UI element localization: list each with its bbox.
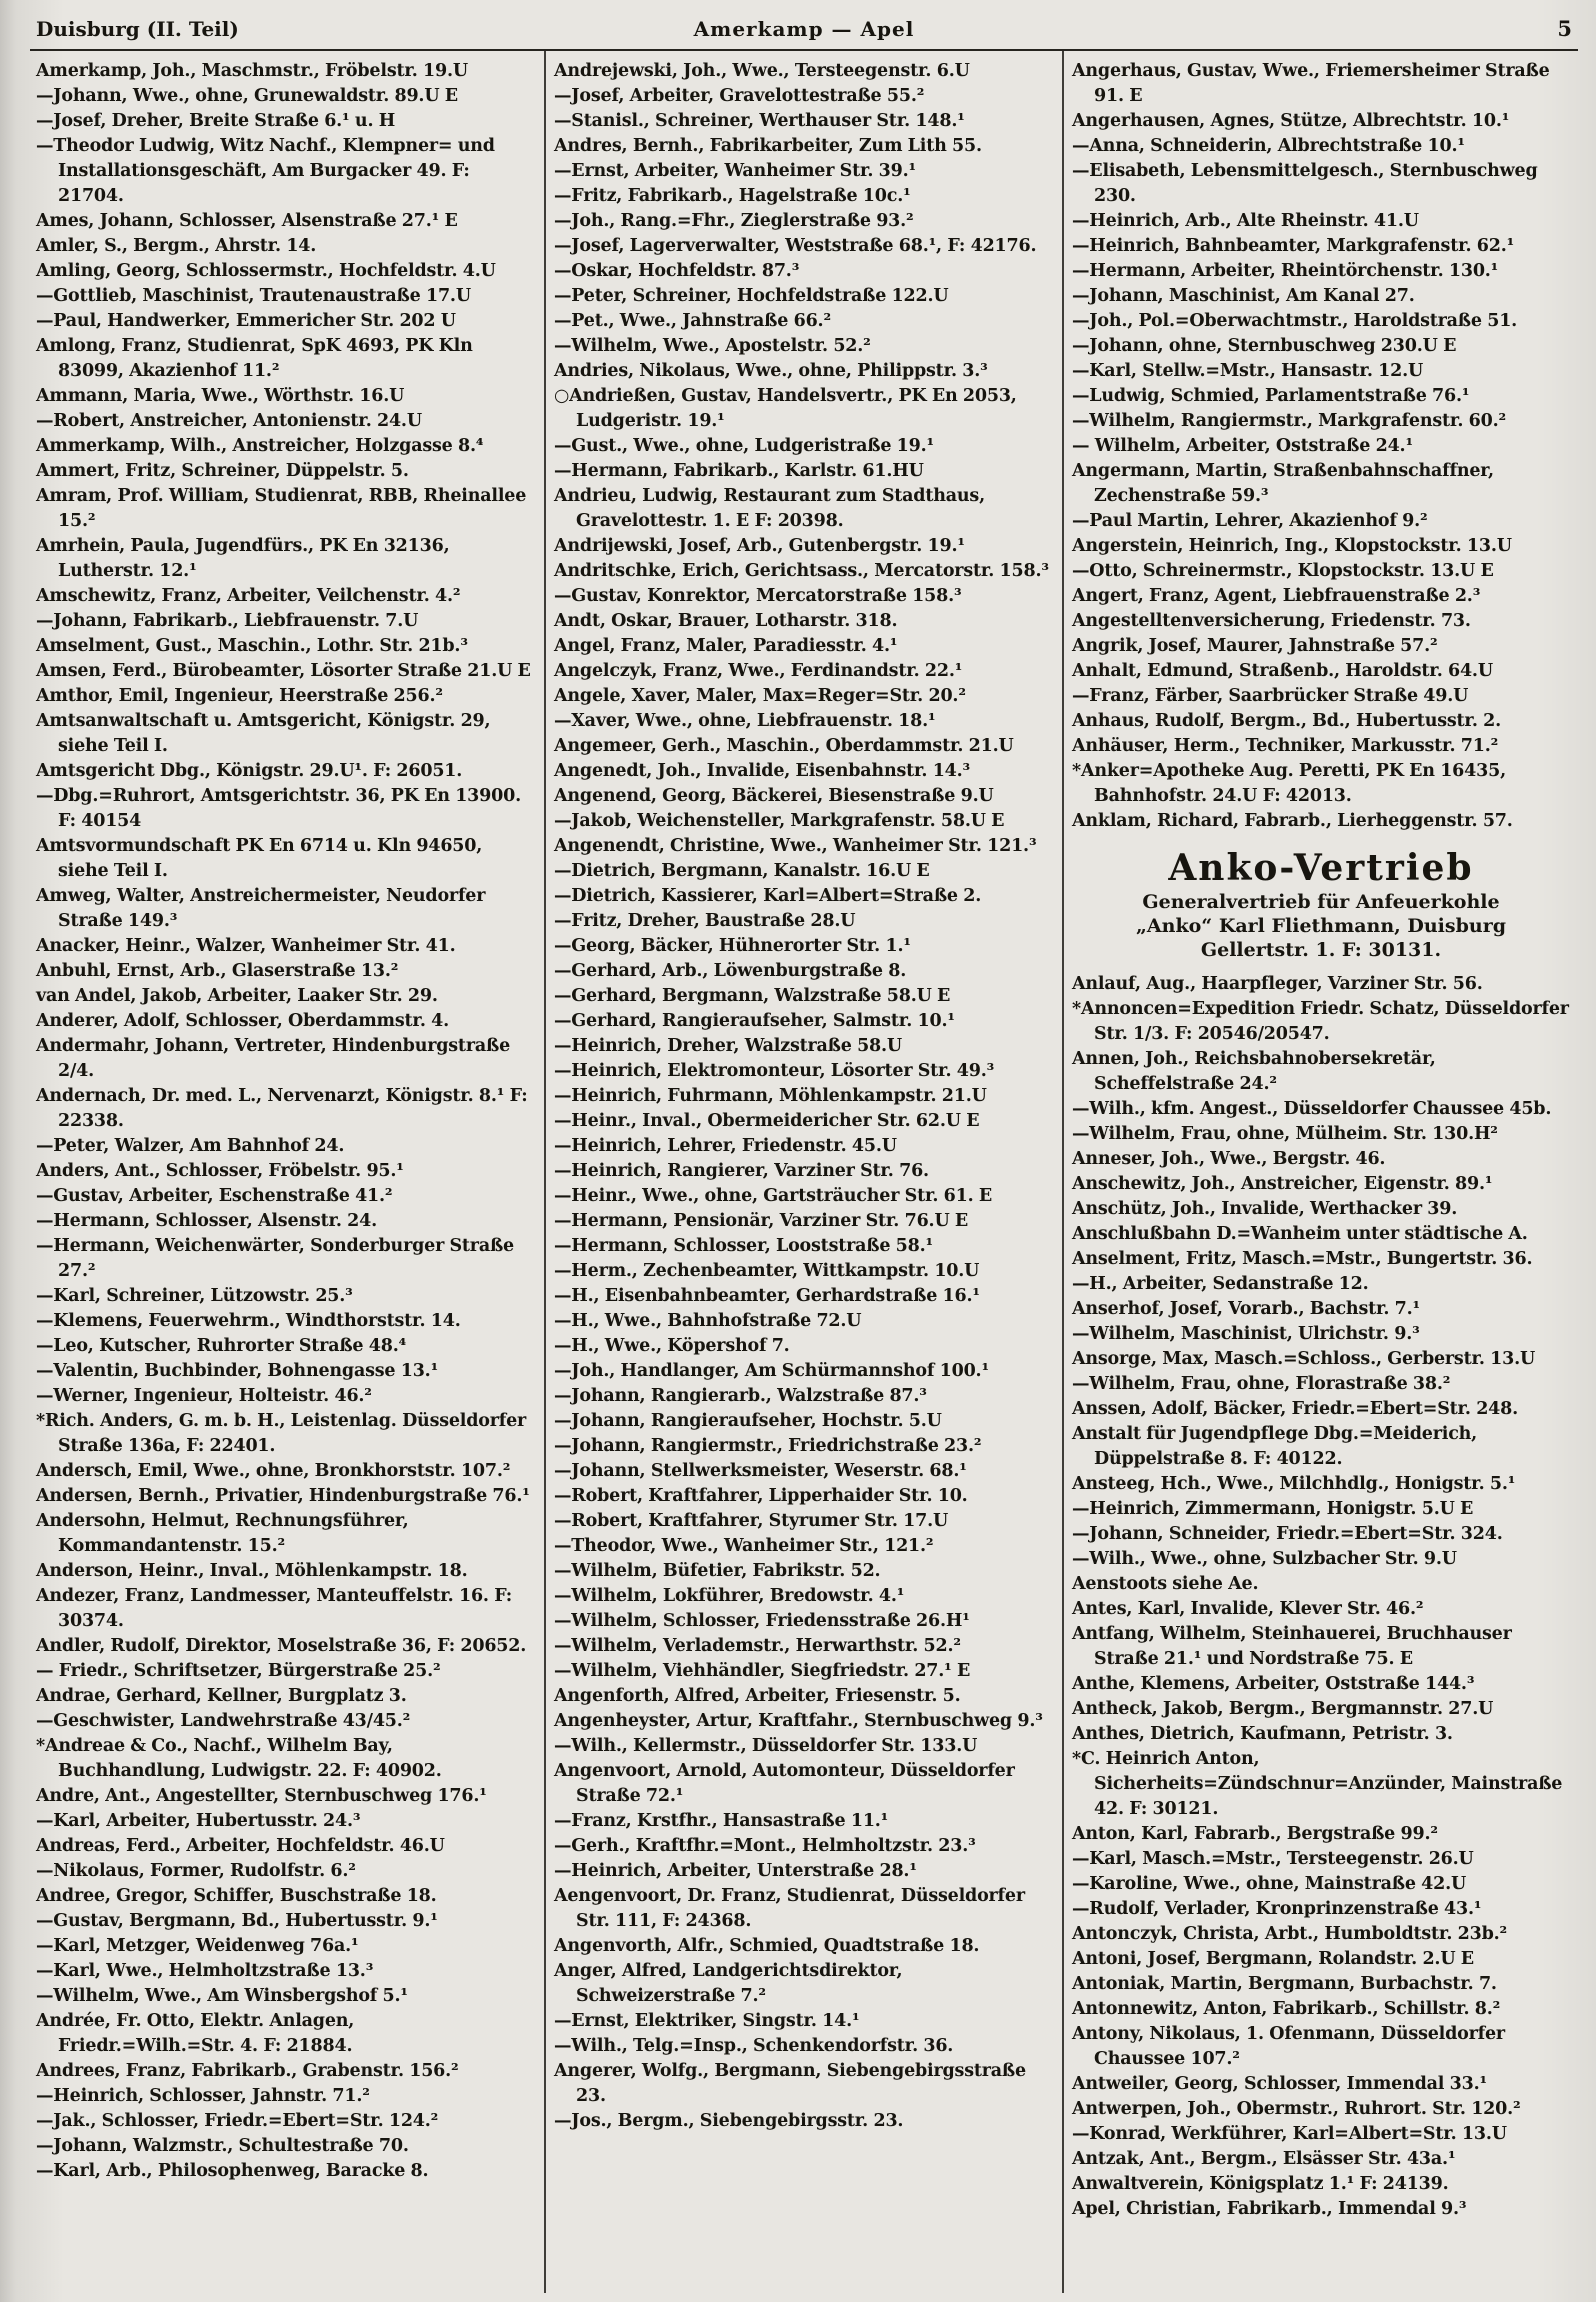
directory-entry: Annen, Joh., Reichsbahnobersekretär, Scheffelstraße 24.²	[1072, 1049, 1436, 1094]
directory-entry: —Johann, Fabrikarb., Liebfrauenstr. 7.U	[36, 611, 419, 631]
directory-entry: Ammerkamp, Wilh., Anstreicher, Holzgasse 8.⁴	[36, 436, 484, 456]
directory-entry: Andrieu, Ludwig, Restaurant zum Stadthaus, Gravelottestr. 1. E F: 20398.	[554, 486, 985, 531]
directory-entry: Andersch, Emil, Wwe., ohne, Bronkhorststr. 107.²	[36, 1461, 511, 1481]
directory-entry: —Fritz, Dreher, Baustraße 28.U	[554, 911, 856, 931]
directory-entry: —Karl, Arbeiter, Hubertusstr. 24.³	[36, 1811, 361, 1831]
directory-entry: —Wilh., Kellermstr., Düsseldorfer Str. 133.U	[554, 1736, 978, 1756]
directory-entry: —Wilhelm, Wwe., Am Winsbergshof 5.¹	[36, 1986, 408, 2006]
directory-entry: —Hermann, Fabrikarb., Karlstr. 61.HU	[554, 461, 924, 481]
directory-entry: van Andel, Jakob, Arbeiter, Laaker Str. 29.	[36, 986, 438, 1006]
directory-entry: Andreas, Ferd., Arbeiter, Hochfeldstr. 46.U	[36, 1836, 445, 1856]
directory-entry: —Josef, Arbeiter, Gravelottestraße 55.²	[554, 86, 925, 106]
directory-entry: Anhäuser, Herm., Techniker, Markusstr. 71.²	[1072, 736, 1499, 756]
directory-entry: —Peter, Walzer, Am Bahnhof 24.	[36, 1136, 345, 1156]
directory-entry: —Johann, Stellwerksmeister, Weserstr. 68.¹	[554, 1461, 967, 1481]
directory-entry: —Karl, Masch.=Mstr., Tersteegenstr. 26.U	[1072, 1849, 1474, 1869]
directory-entry: Anders, Ant., Schlosser, Fröbelstr. 95.¹	[36, 1161, 404, 1181]
directory-entry: —Robert, Anstreicher, Antonienstr. 24.U	[36, 411, 422, 431]
directory-entry: Amtsanwaltschaft u. Amtsgericht, Königstr. 29, siehe Teil I.	[36, 711, 491, 756]
directory-entry: Amschewitz, Franz, Arbeiter, Veilchenstr. 4.²	[36, 586, 461, 606]
directory-entry: Ammert, Fritz, Schreiner, Düppelstr. 5.	[36, 461, 409, 481]
directory-entry: Anschewitz, Joh., Anstreicher, Eigenstr. 89.¹	[1072, 1174, 1493, 1194]
directory-entry: Anselment, Fritz, Masch.=Mstr., Bungertstr. 36.	[1072, 1249, 1533, 1269]
directory-entry: —Jakob, Weichensteller, Markgrafenstr. 58.U E	[554, 811, 1005, 831]
directory-entry: —Franz, Färber, Saarbrücker Straße 49.U	[1072, 686, 1469, 706]
directory-entry: —Heinrich, Lehrer, Friedenstr. 45.U	[554, 1136, 897, 1156]
directory-entry: Andersen, Bernh., Privatier, Hindenburgstraße 76.¹	[36, 1486, 530, 1506]
directory-entry: —Konrad, Werkführer, Karl=Albert=Str. 13.U	[1072, 2124, 1507, 2144]
column-3-bottom	[1072, 972, 1570, 2222]
directory-entry: —Wilhelm, Verlademstr., Herwarthstr. 52.²	[554, 1636, 961, 1656]
directory-entry: —Nikolaus, Former, Rudolfstr. 6.²	[36, 1861, 356, 1881]
directory-entry: —Wilhelm, Rangiermstr., Markgrafenstr. 60.²	[1072, 411, 1506, 431]
column-divider-1	[544, 51, 546, 2293]
directory-entry: Andrée, Fr. Otto, Elektr. Anlagen, Friedr.=Wilh.=Str. 4. F: 21884.	[36, 2011, 355, 2056]
column-2	[548, 59, 1060, 2293]
columns-container	[30, 51, 1578, 2293]
directory-entry: Angerhaus, Gustav, Wwe., Friemersheimer Straße 91. E	[1072, 61, 1550, 106]
directory-entry: —Xaver, Wwe., ohne, Liebfrauenstr. 18.¹	[554, 711, 936, 731]
directory-entry: —Werner, Ingenieur, Holteistr. 46.²	[36, 1386, 372, 1406]
directory-entry: —Johann, Maschinist, Am Kanal 27.	[1072, 286, 1415, 306]
directory-entry: —Gerhard, Arb., Löwenburgstraße 8.	[554, 961, 907, 981]
directory-entry: —H., Arbeiter, Sedanstraße 12.	[1072, 1274, 1369, 1294]
directory-entry: Andernach, Dr. med. L., Nervenarzt, Königstr. 8.¹ F: 22338.	[36, 1086, 528, 1131]
directory-entry: —Dbg.=Ruhrort, Amtsgerichtstr. 36, PK En 13900. F: 40154	[36, 786, 521, 831]
directory-entry: —Hermann, Schlosser, Looststraße 58.¹	[554, 1236, 933, 1256]
column-1	[30, 59, 542, 2293]
directory-entry: —Hermann, Weichenwärter, Sonderburger Straße 27.²	[36, 1236, 514, 1281]
directory-entry: *Anker=Apotheke Aug. Peretti, PK En 16435, Bahnhofstr. 24.U F: 42013.	[1072, 761, 1506, 806]
directory-entry: Antoniak, Martin, Bergmann, Burbachstr. 7.	[1072, 1974, 1497, 1994]
directory-entry: —Josef, Lagerverwalter, Weststraße 68.¹, F: 42176.	[554, 236, 1037, 256]
directory-entry: —Wilhelm, Wwe., Apostelstr. 52.²	[554, 336, 871, 356]
directory-entry: — Friedr., Schriftsetzer, Bürgerstraße 25.²	[36, 1661, 441, 1681]
directory-entry: Anneser, Joh., Wwe., Bergstr. 46.	[1072, 1149, 1386, 1169]
directory-entry: —Pet., Wwe., Jahnstraße 66.²	[554, 311, 831, 331]
directory-entry: Anger, Alfred, Landgerichtsdirektor, Schweizerstraße 7.²	[554, 1961, 903, 2006]
directory-entry: Andrees, Franz, Fabrikarb., Grabenstr. 156.²	[36, 2061, 459, 2081]
directory-entry: — Wilhelm, Arbeiter, Oststraße 24.¹	[1072, 436, 1413, 456]
directory-entry: Aenstoots siehe Ae.	[1072, 1574, 1259, 1594]
directory-entry: —Johann, Rangiermstr., Friedrichstraße 23.²	[554, 1436, 982, 1456]
directory-entry: —Gerhard, Rangieraufseher, Salmstr. 10.¹	[554, 1011, 955, 1031]
directory-entry: —Heinrich, Arb., Alte Rheinstr. 41.U	[1072, 211, 1419, 231]
directory-entry: —H., Eisenbahnbeamter, Gerhardstraße 16.¹	[554, 1286, 980, 1306]
directory-entry: Antwerpen, Joh., Obermstr., Ruhrort. Str. 120.²	[1072, 2099, 1521, 2119]
directory-entry: —Leo, Kutscher, Ruhrorter Straße 48.⁴	[36, 1336, 407, 1356]
directory-entry: —Karl, Schreiner, Lützowstr. 25.³	[36, 1286, 353, 1306]
directory-entry: Anserhof, Josef, Vorarb., Bachstr. 7.¹	[1072, 1299, 1421, 1319]
directory-entry: Angenheyster, Artur, Kraftfahr., Sternbuschweg 9.³	[554, 1711, 1043, 1731]
directory-entry: Andler, Rudolf, Direktor, Moselstraße 36, F: 20652.	[36, 1636, 527, 1656]
directory-entry: Anhalt, Edmund, Straßenb., Haroldstr. 64.U	[1072, 661, 1493, 681]
directory-entry: Antzak, Ant., Bergm., Elsässer Str. 43a.¹	[1072, 2149, 1456, 2169]
directory-entry: Angenedt, Joh., Invalide, Eisenbahnstr. 14.³	[554, 761, 971, 781]
directory-entry: Anthes, Dietrich, Kaufmann, Petristr. 3.	[1072, 1724, 1453, 1744]
ad-line-2: „Anko“ Karl Fliethmann, Duisburg	[1135, 915, 1506, 937]
directory-entry: Andermahr, Johann, Vertreter, Hindenburgstraße 2/4.	[36, 1036, 511, 1081]
directory-entry: Andre, Ant., Angestellter, Sternbuschweg 176.¹	[36, 1786, 487, 1806]
directory-entry: Amram, Prof. William, Studienrat, RBB, Rheinallee 15.²	[36, 486, 527, 531]
directory-entry: Aengenvoort, Dr. Franz, Studienrat, Düsseldorfer Str. 111, F: 24368.	[554, 1886, 1025, 1931]
directory-entry: Angestelltenversicherung, Friedenstr. 73.	[1072, 611, 1471, 631]
directory-entry: Antonnewitz, Anton, Fabrikarb., Schillstr. 8.²	[1072, 1999, 1501, 2019]
header-section-title: Duisburg (II. Teil)	[36, 17, 239, 41]
directory-entry: Anacker, Heinr., Walzer, Wanheimer Str. 41.	[36, 936, 456, 956]
directory-entry: —Wilh., Wwe., ohne, Sulzbacher Str. 9.U	[1072, 1549, 1457, 1569]
directory-entry: *Andreae & Co., Nachf., Wilhelm Bay, Buchhandlung, Ludwigstr. 22. F: 40902.	[36, 1736, 442, 1781]
directory-entry: —Theodor Ludwig, Witz Nachf., Klempner= und Installationsgeschäft, Am Burgacker 49. F: 21704.	[36, 136, 495, 206]
directory-entry: —Georg, Bäcker, Hühnerorter Str. 1.¹	[554, 936, 911, 956]
directory-entry: —Jos., Bergm., Siebengebirgsstr. 23.	[554, 2111, 904, 2131]
directory-entry: —Gustav, Arbeiter, Eschenstraße 41.²	[36, 1186, 393, 1206]
directory-entry: —Karoline, Wwe., ohne, Mainstraße 42.U	[1072, 1874, 1467, 1894]
directory-entry: Andt, Oskar, Brauer, Lotharstr. 318.	[554, 611, 898, 631]
directory-entry: —Joh., Handlanger, Am Schürmannshof 100.¹	[554, 1361, 989, 1381]
directory-entry: —Franz, Krstfhr., Hansastraße 11.¹	[554, 1811, 889, 1831]
directory-entry: —Johann, ohne, Sternbuschweg 230.U E	[1072, 336, 1457, 356]
directory-entry: —Ernst, Arbeiter, Wanheimer Str. 39.¹	[554, 161, 916, 181]
ad-line-3: Gellertstr. 1. F: 30131.	[1200, 939, 1442, 961]
directory-entry: —Hermann, Arbeiter, Rheintörchenstr. 130.¹	[1072, 261, 1499, 281]
directory-entry: Antfang, Wilhelm, Steinhauerei, Bruchhauser Straße 21.¹ und Nordstraße 75. E	[1072, 1624, 1512, 1669]
directory-entry: —Herm., Zechenbeamter, Wittkampstr. 10.U	[554, 1261, 980, 1281]
directory-entry: Andrejewski, Joh., Wwe., Tersteegenstr. 6.U	[554, 61, 970, 81]
directory-entry: Anderer, Adolf, Schlosser, Oberdammstr. 4.	[36, 1011, 449, 1031]
directory-entry: —Ernst, Elektriker, Singstr. 14.¹	[554, 2011, 860, 2031]
directory-entry: ○Andrießen, Gustav, Handelsvertr., PK En 2053, Ludgeristr. 19.¹	[554, 386, 1017, 431]
directory-entry: —H., Wwe., Köpershof 7.	[554, 1336, 790, 1356]
directory-entry: Antheck, Jakob, Bergm., Bergmannstr. 27.U	[1072, 1699, 1494, 1719]
directory-entry: Angemeer, Gerh., Maschin., Oberdammstr. 21.U	[554, 736, 1014, 756]
page-header	[30, 12, 1578, 51]
header-name-range: Amerkamp — Apel	[693, 17, 915, 41]
directory-entry: —Heinrich, Schlosser, Jahnstr. 71.²	[36, 2086, 370, 2106]
directory-entry: Amling, Georg, Schlossermstr., Hochfeldstr. 4.U	[36, 261, 496, 281]
directory-entry: —Wilhelm, Schlosser, Friedensstraße 26.H¹	[554, 1611, 970, 1631]
directory-entry: Andres, Bernh., Fabrikarbeiter, Zum Lith 55.	[554, 136, 982, 156]
directory-entry: Anton, Karl, Fabrarb., Bergstraße 99.²	[1072, 1824, 1438, 1844]
directory-entry: —Ludwig, Schmied, Parlamentstraße 76.¹	[1072, 386, 1470, 406]
ad-line-1: Generalvertrieb für Anfeuerkohle	[1142, 891, 1500, 913]
directory-entry: —Heinrich, Dreher, Walzstraße 58.U	[554, 1036, 902, 1056]
directory-entry: —Heinrich, Rangierer, Varziner Str. 76.	[554, 1161, 929, 1181]
directory-entry: —Heinr., Inval., Obermeidericher Str. 62.U E	[554, 1111, 980, 1131]
directory-entry: —Paul Martin, Lehrer, Akazienhof 9.²	[1072, 511, 1428, 531]
directory-entry: Angert, Franz, Agent, Liebfrauenstraße 2.³	[1072, 586, 1481, 606]
directory-entry: —Johann, Rangierarb., Walzstraße 87.³	[554, 1386, 927, 1406]
directory-entry: Anschütz, Joh., Invalide, Werthacker 39.	[1072, 1199, 1458, 1219]
directory-entry: —Johann, Schneider, Friedr.=Ebert=Str. 324.	[1072, 1524, 1503, 1544]
directory-entry: —Johann, Wwe., ohne, Grunewaldstr. 89.U E	[36, 86, 458, 106]
directory-entry: —Klemens, Feuerwehrm., Windthorststr. 14.	[36, 1311, 461, 1331]
directory-entry: Angenend, Georg, Bäckerei, Biesenstraße 9.U	[554, 786, 994, 806]
directory-entry: Angrik, Josef, Maurer, Jahnstraße 57.²	[1072, 636, 1438, 656]
directory-entry: Amler, S., Bergm., Ahrstr. 14.	[36, 236, 317, 256]
directory-entry: —Geschwister, Landwehrstraße 43/45.²	[36, 1711, 411, 1731]
directory-entry: Angerstein, Heinrich, Ing., Klopstockstr. 13.U	[1072, 536, 1512, 556]
directory-entry: —Heinr., Wwe., ohne, Gartsträucher Str. 61. E	[554, 1186, 993, 1206]
directory-entry: —Theodor, Wwe., Wanheimer Str., 121.²	[554, 1536, 934, 1556]
directory-entry: —Heinrich, Elektromonteur, Lösorter Str. 49.³	[554, 1061, 995, 1081]
directory-entry: —Jak., Schlosser, Friedr.=Ebert=Str. 124.²	[36, 2111, 439, 2131]
directory-entry: Angele, Xaver, Maler, Max=Reger=Str. 20.²	[554, 686, 966, 706]
directory-entry: Amthor, Emil, Ingenieur, Heerstraße 256.²	[36, 686, 443, 706]
directory-entry: Anthe, Klemens, Arbeiter, Oststraße 144.³	[1072, 1674, 1475, 1694]
directory-entry: —Heinrich, Zimmermann, Honigstr. 5.U E	[1072, 1499, 1474, 1519]
directory-entry: —Paul, Handwerker, Emmericher Str. 202 U	[36, 311, 456, 331]
directory-entry: Angenvorth, Alfr., Schmied, Quadtstraße 18.	[554, 1936, 980, 1956]
directory-entry: —Karl, Wwe., Helmholtzstraße 13.³	[36, 1961, 374, 1981]
page-number: 5	[1557, 16, 1572, 41]
directory-entry: —Stanisl., Schreiner, Werthauser Str. 148.¹	[554, 111, 965, 131]
directory-entry: Anklam, Richard, Fabrarb., Lierheggenstr. 57.	[1072, 811, 1513, 831]
directory-entry: Antony, Nikolaus, 1. Ofenmann, Düsseldorfer Chaussee 107.²	[1072, 2024, 1505, 2069]
column-3	[1066, 59, 1578, 2293]
directory-entry: —Wilhelm, Büfetier, Fabrikstr. 52.	[554, 1561, 881, 1581]
directory-entry: Andezer, Franz, Landmesser, Manteuffelstr. 16. F: 30374.	[36, 1586, 513, 1631]
directory-entry: Angelczyk, Franz, Wwe., Ferdinandstr. 22.¹	[554, 661, 963, 681]
directory-entry: Anbuhl, Ernst, Arb., Glaserstraße 13.²	[36, 961, 399, 981]
directory-entry: *C. Heinrich Anton, Sicherheits=Zündschnur=Anzünder, Mainstraße 42. F: 30121.	[1072, 1749, 1563, 1819]
directory-entry: Angermann, Martin, Straßenbahnschaffner, Zechenstraße 59.³	[1072, 461, 1494, 506]
directory-entry: Amtsvormundschaft PK En 6714 u. Kln 94650, siehe Teil I.	[36, 836, 483, 881]
directory-entry: Ames, Johann, Schlosser, Alsenstraße 27.¹ E	[36, 211, 458, 231]
directory-entry: —Hermann, Pensionär, Varziner Str. 76.U E	[554, 1211, 969, 1231]
directory-entry: Anderson, Heinr., Inval., Möhlenkampstr. 18.	[36, 1561, 468, 1581]
directory-entry: —Wilhelm, Frau, ohne, Mülheim. Str. 130.H²	[1072, 1124, 1498, 1144]
directory-entry: Andersohn, Helmut, Rechnungsführer, Kommandantenstr. 15.²	[36, 1511, 409, 1556]
directory-entry: —Wilhelm, Frau, ohne, Florastraße 38.²	[1072, 1374, 1451, 1394]
directory-entry: —Dietrich, Bergmann, Kanalstr. 16.U E	[554, 861, 930, 881]
directory-entry: —Wilhelm, Lokführer, Bredowstr. 4.¹	[554, 1586, 905, 1606]
directory-entry: Angenendt, Christine, Wwe., Wanheimer Str. 121.³	[554, 836, 1037, 856]
directory-entry: Andritschke, Erich, Gerichtsass., Mercatorstr. 158.³	[554, 561, 1049, 581]
directory-entry: —Dietrich, Kassierer, Karl=Albert=Straße 2.	[554, 886, 982, 906]
directory-entry: —Fritz, Fabrikarb., Hagelstraße 10c.¹	[554, 186, 911, 206]
directory-entry: —Joh., Pol.=Oberwachtmstr., Haroldstraße 51.	[1072, 311, 1518, 331]
directory-entry: —Karl, Arb., Philosophenweg, Baracke 8.	[36, 2161, 429, 2181]
directory-entry: Anlauf, Aug., Haarpfleger, Varziner Str. 56.	[1072, 974, 1483, 994]
directory-entry: —Karl, Metzger, Weidenweg 76a.¹	[36, 1936, 359, 1956]
directory-entry: Anssen, Adolf, Bäcker, Friedr.=Ebert=Str. 248.	[1072, 1399, 1519, 1419]
directory-entry: Anstalt für Jugendpflege Dbg.=Meiderich, Düppelstraße 8. F: 40122.	[1072, 1424, 1478, 1469]
directory-entry: Antoni, Josef, Bergmann, Rolandstr. 2.U E	[1072, 1949, 1474, 1969]
directory-entry: —Wilh., Telg.=Insp., Schenkendorfstr. 36.	[554, 2036, 954, 2056]
directory-entry: —Robert, Kraftfahrer, Lipperhaider Str. 10.	[554, 1486, 968, 1506]
directory-entry: Amerkamp, Joh., Maschmstr., Fröbelstr. 19.U	[36, 61, 468, 81]
directory-entry: Anhaus, Rudolf, Bergm., Bd., Hubertusstr. 2.	[1072, 711, 1501, 731]
directory-entry: —Gust., Wwe., ohne, Ludgeristraße 19.¹	[554, 436, 934, 456]
directory-entry: Ansorge, Max, Masch.=Schloss., Gerberstr. 13.U	[1072, 1349, 1536, 1369]
directory-entry: —Otto, Schreinermstr., Klopstockstr. 13.U E	[1072, 561, 1494, 581]
directory-entry: Amtsgericht Dbg., Königstr. 29.U¹. F: 26051.	[36, 761, 463, 781]
directory-entry: Angerer, Wolfg., Bergmann, Siebengebirgsstraße 23.	[554, 2061, 1026, 2106]
directory-entry: —Johann, Rangieraufseher, Hochstr. 5.U	[554, 1411, 942, 1431]
directory-entry: —Josef, Dreher, Breite Straße 6.¹ u. H	[36, 111, 396, 131]
directory-entry: —Wilhelm, Maschinist, Ulrichstr. 9.³	[1072, 1324, 1420, 1344]
directory-entry: —Heinrich, Arbeiter, Unterstraße 28.¹	[554, 1861, 917, 1881]
directory-entry: Andrijewski, Josef, Arb., Gutenbergstr. 19.¹	[554, 536, 965, 556]
directory-entry: —Peter, Schreiner, Hochfeldstraße 122.U	[554, 286, 949, 306]
directory-entry: —Hermann, Schlosser, Alsenstr. 24.	[36, 1211, 377, 1231]
directory-entry: —Gustav, Konrektor, Mercatorstraße 158.³	[554, 586, 962, 606]
directory-entry: Ansteeg, Hch., Wwe., Milchhdlg., Honigstr. 5.¹	[1072, 1474, 1516, 1494]
directory-entry: Ammann, Maria, Wwe., Wörthstr. 16.U	[36, 386, 405, 406]
directory-entry: —Valentin, Buchbinder, Bohnengasse 13.¹	[36, 1361, 439, 1381]
directory-entry: Amweg, Walter, Anstreichermeister, Neudorfer Straße 149.³	[36, 886, 486, 931]
column-3-top	[1072, 59, 1570, 834]
directory-entry: —Gottlieb, Maschinist, Trautenaustraße 17.U	[36, 286, 471, 306]
directory-entry: Amselment, Gust., Maschin., Lothr. Str. 21b.³	[36, 636, 468, 656]
directory-entry: —Elisabeth, Lebensmittelgesch., Sternbuschweg 230.	[1072, 161, 1538, 206]
directory-entry: Amrhein, Paula, Jugendfürs., PK En 32136, Lutherstr. 12.¹	[36, 536, 450, 581]
directory-entry: —Oskar, Hochfeldstr. 87.³	[554, 261, 800, 281]
directory-entry: —Wilhelm, Viehhändler, Siegfriedstr. 27.¹ E	[554, 1661, 971, 1681]
directory-entry: Angerhausen, Agnes, Stütze, Albrechtstr. 10.¹	[1072, 111, 1510, 131]
directory-entry: Antweiler, Georg, Schlosser, Immendal 33.¹	[1072, 2074, 1487, 2094]
directory-entry: Amsen, Ferd., Bürobeamter, Lösorter Straße 21.U E	[36, 661, 531, 681]
directory-entry: Andrae, Gerhard, Kellner, Burgplatz 3.	[36, 1686, 407, 1706]
directory-entry: —Karl, Stellw.=Mstr., Hansastr. 12.U	[1072, 361, 1424, 381]
directory-entry: —Johann, Walzmstr., Schultestraße 70.	[36, 2136, 409, 2156]
directory-entry: —Joh., Rang.=Fhr., Zieglerstraße 93.²	[554, 211, 914, 231]
directory-entry: —Gustav, Bergmann, Bd., Hubertusstr. 9.¹	[36, 1911, 438, 1931]
directory-entry: Amlong, Franz, Studienrat, SpK 4693, PK Kln 83099, Akazienhof 11.²	[36, 336, 473, 381]
directory-entry: Andree, Gregor, Schiffer, Buschstraße 18.	[36, 1886, 437, 1906]
directory-entry: *Annoncen=Expedition Friedr. Schatz, Düsseldorfer Str. 1/3. F: 20546/20547.	[1072, 999, 1569, 1044]
directory-entry: Antonczyk, Christa, Arbt., Humboldtstr. 23b.²	[1072, 1924, 1507, 1944]
directory-entry: —Robert, Kraftfahrer, Styrumer Str. 17.U	[554, 1511, 949, 1531]
directory-entry: —Heinrich, Fuhrmann, Möhlenkampstr. 21.U	[554, 1086, 987, 1106]
directory-entry: Angenvoort, Arnold, Automonteur, Düsseldorfer Straße 72.¹	[554, 1761, 1015, 1806]
directory-entry: Andries, Nikolaus, Wwe., ohne, Philippstr. 3.³	[554, 361, 988, 381]
directory-entry: —Anna, Schneiderin, Albrechtstraße 10.¹	[1072, 136, 1465, 156]
directory-entry: Anwaltverein, Königsplatz 1.¹ F: 24139.	[1072, 2174, 1449, 2194]
anko-advertisement	[1072, 834, 1570, 972]
directory-entry: —H., Wwe., Bahnhofstraße 72.U	[554, 1311, 862, 1331]
directory-entry: Antes, Karl, Invalide, Klever Str. 46.²	[1072, 1599, 1424, 1619]
directory-entry: Angel, Franz, Maler, Paradiesstr. 4.¹	[554, 636, 898, 656]
directory-entry: Apel, Christian, Fabrikarb., Immendal 9.³	[1072, 2199, 1467, 2219]
directory-entry: —Rudolf, Verlader, Kronprinzenstraße 43.¹	[1072, 1899, 1482, 1919]
column-divider-2	[1062, 51, 1064, 2293]
directory-entry: —Wilh., kfm. Angest., Düsseldorfer Chaussee 45b.	[1072, 1099, 1552, 1119]
directory-entry: —Gerhard, Bergmann, Walzstraße 58.U E	[554, 986, 951, 1006]
directory-entry: —Gerh., Kraftfhr.=Mont., Helmholtzstr. 23.³	[554, 1836, 976, 1856]
directory-entry: —Heinrich, Bahnbeamter, Markgrafenstr. 62.¹	[1072, 236, 1515, 256]
directory-entry: Angenforth, Alfred, Arbeiter, Friesenstr. 5.	[554, 1686, 961, 1706]
ad-title: Anko-Vertrieb	[1168, 847, 1474, 889]
directory-entry: Anschlußbahn D.=Wanheim unter städtische A.	[1072, 1224, 1528, 1244]
directory-entry: *Rich. Anders, G. m. b. H., Leistenlag. Düsseldorfer Straße 136a, F: 22401.	[36, 1411, 527, 1456]
